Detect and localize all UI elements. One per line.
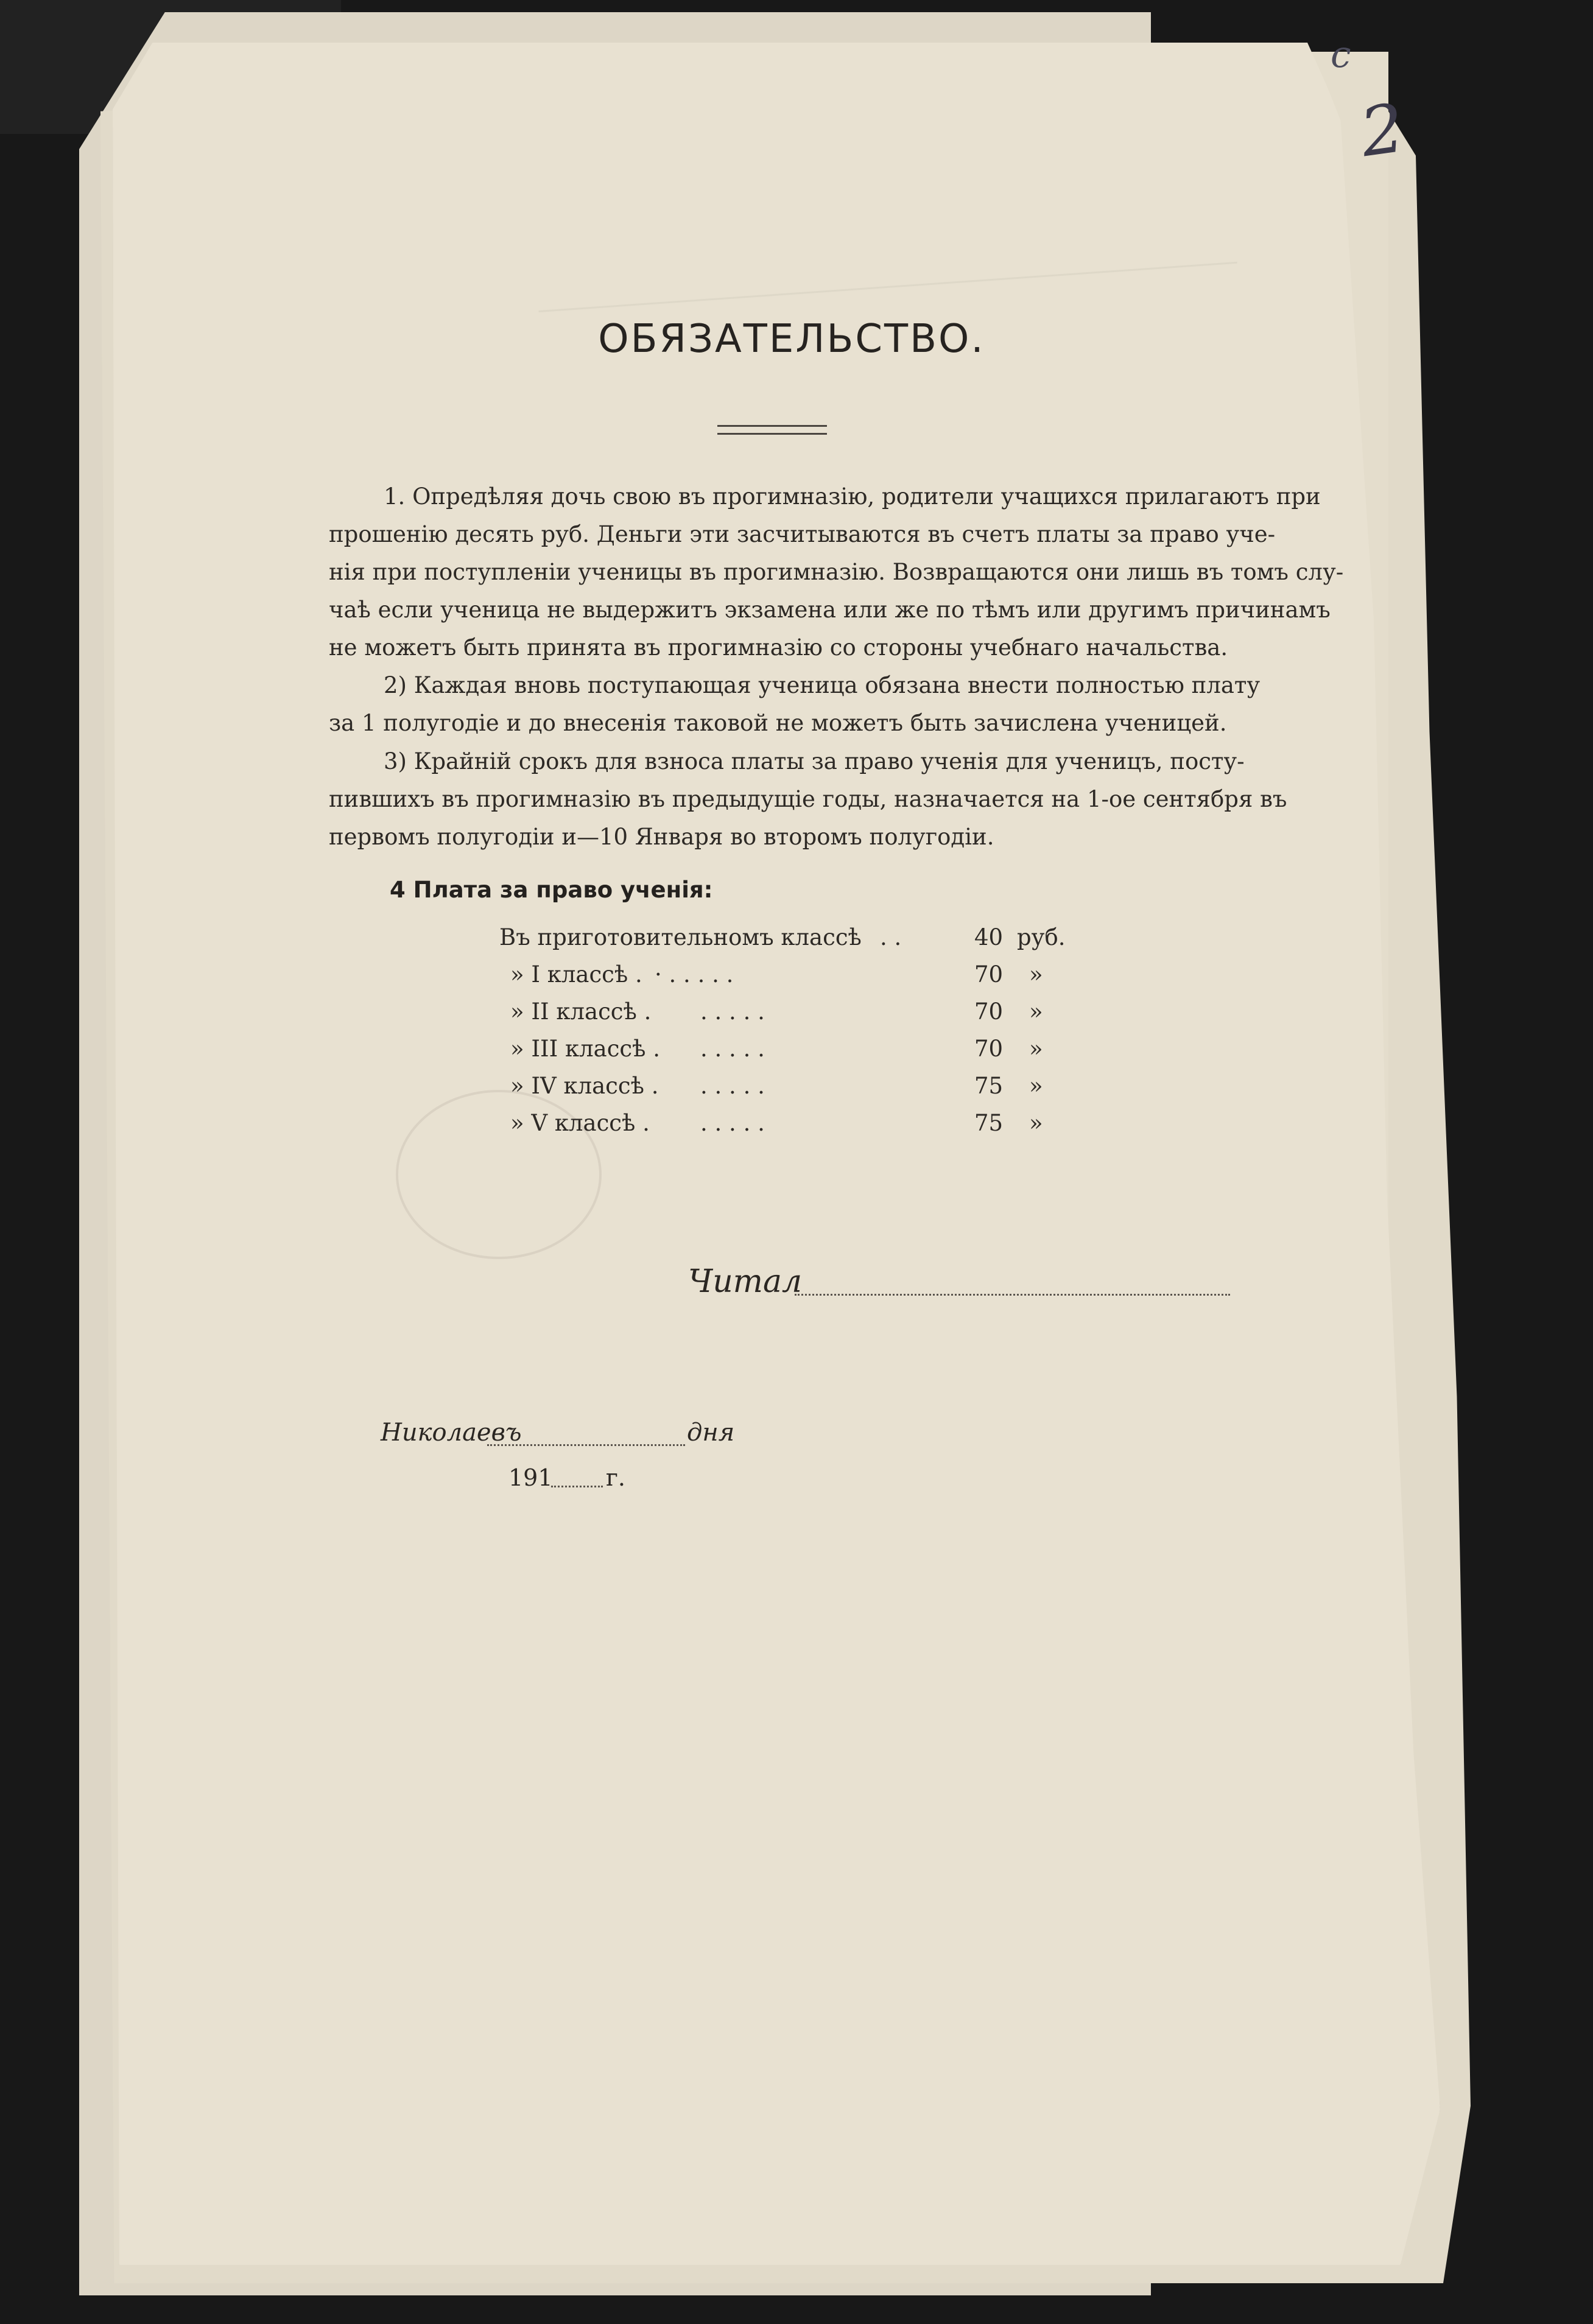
fee-amount: 75 (974, 1073, 1004, 1099)
fee-leader-dots: . . (880, 924, 902, 950)
paragraph-line: пившихъ въ прогимназію въ предыдущіе годы, назначается на 1-ое сентября въ (329, 786, 1287, 812)
fee-unit: руб. (1017, 924, 1066, 950)
fee-leader-dots: . . . . . (700, 1073, 765, 1099)
paragraph-line: 1. Опредѣляя дочь свою въ прогимназію, родители учащихся прилагаютъ при (384, 483, 1321, 510)
fee-unit: » (1029, 1036, 1043, 1062)
fees-heading: 4 Плата за право ученія: (390, 877, 713, 903)
fee-class-label: » II классѣ . (510, 999, 652, 1025)
paragraph-line: первомъ полугодіи и—10 Января во второмъ полугодіи. (329, 824, 994, 850)
fee-row (499, 999, 1078, 1036)
paragraph-3 (329, 743, 1287, 856)
day-fill-line[interactable] (487, 1444, 685, 1446)
fee-leader-dots: . . . . . (700, 999, 765, 1025)
read-signature-label: Читал (688, 1263, 803, 1300)
signature-line[interactable] (795, 1294, 1230, 1296)
fee-leader-dots: . . . . . (700, 1110, 765, 1136)
fee-unit: » (1029, 999, 1043, 1025)
fee-unit: » (1029, 1110, 1043, 1136)
fee-leader-dots: · . . . . . (655, 961, 734, 988)
fee-amount: 75 (974, 1110, 1004, 1136)
paragraph-line: прошенію десять руб. Деньги эти засчитываются въ счетъ платы за право уче- (329, 521, 1276, 547)
fee-class-label: » III классѣ . (510, 1036, 660, 1062)
title-rule (717, 425, 827, 435)
fee-unit: » (1029, 961, 1043, 988)
fee-amount: 70 (974, 961, 1004, 988)
fee-row (499, 1073, 1078, 1110)
paragraph-line: чаѣ если ученица не выдержитъ экзамена или же по тѣмъ или другимъ причинамъ (329, 597, 1331, 623)
fee-class-label: » I классѣ . (510, 961, 642, 988)
document-title: ОБЯЗАТЕЛЬСТВО. (598, 317, 985, 362)
fees-table (499, 924, 1078, 1147)
handwritten-page-number: 2 (1356, 88, 1409, 172)
fee-amount: 40 (974, 924, 1004, 950)
fee-amount: 70 (974, 1036, 1004, 1062)
fee-row (499, 1110, 1078, 1147)
paragraph-line: за 1 полугодіе и до внесенія таковой не можетъ быть зачислена ученицей. (329, 710, 1227, 736)
fee-class-label: Въ приготовительномъ классѣ (499, 924, 862, 950)
faded-bleedthrough (535, 207, 1237, 312)
year-fill-line[interactable] (551, 1486, 603, 1487)
fee-class-label: » V классѣ . (510, 1110, 650, 1136)
paragraph-line: нія при поступленіи ученицы въ прогимназію. Возвращаются они лишь въ томъ слу- (329, 559, 1344, 585)
city-label: Николаевъ (381, 1419, 522, 1447)
year-suffix: г. (606, 1464, 625, 1491)
fee-row (499, 961, 1078, 999)
fee-leader-dots: . . . . . (700, 1036, 765, 1062)
paragraph-1 (329, 478, 1344, 667)
day-label: дня (687, 1419, 735, 1447)
fee-class-label: » IV классѣ . (510, 1073, 659, 1099)
paragraph-2 (329, 667, 1261, 742)
corner-mark: с (1331, 33, 1351, 76)
fee-row (499, 924, 1078, 961)
paragraph-line: 3) Крайній срокъ для взноса платы за право ученія для ученицъ, посту- (384, 748, 1245, 774)
paragraph-line: 2) Каждая вновь поступающая ученица обязана внести полностью плату (384, 672, 1261, 698)
fee-amount: 70 (974, 999, 1004, 1025)
fee-unit: » (1029, 1073, 1043, 1099)
paragraph-line: не можетъ быть принята въ прогимназію со стороны учебнаго начальства. (329, 634, 1228, 661)
year-prefix: 191 (508, 1464, 553, 1491)
fee-row (499, 1036, 1078, 1073)
